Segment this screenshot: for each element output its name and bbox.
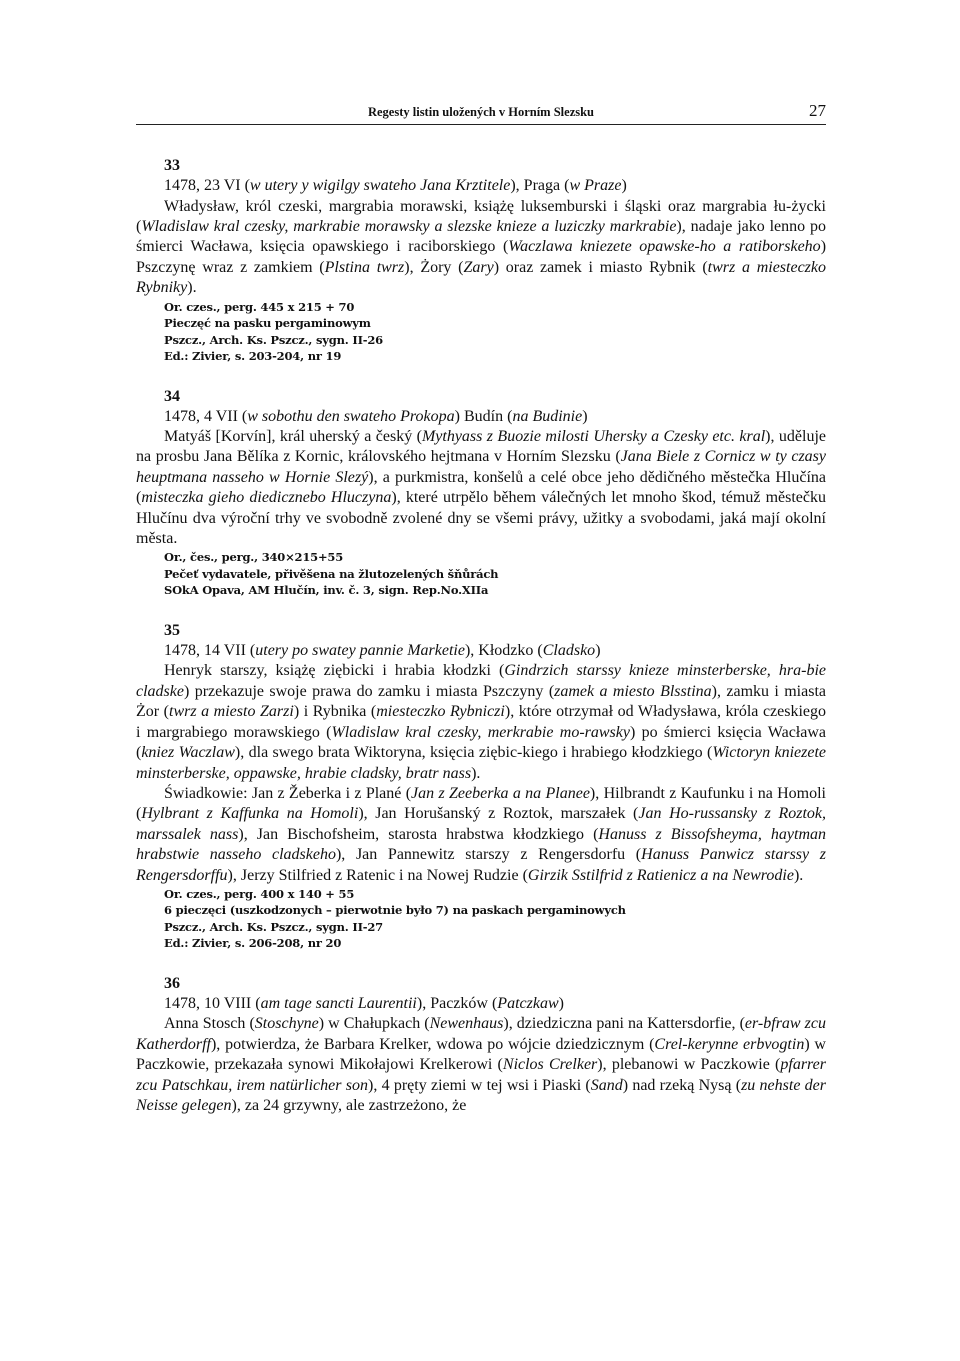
page-number: 27 [809, 101, 826, 120]
regest-entry [136, 156, 826, 365]
entry-date-line: 1478, 4 VII (w sobothu den swateho Prokopa) Budín (na Budinie) [164, 407, 588, 425]
meta-line: Pečeť vydavatele, přivěšena na žlutozelených šňůrách [164, 566, 499, 581]
entry-body-witnesses: Świadkowie: Jan z Žeberka i z Plané (Jan z Zeeberka a na Planee), Hilbrandt z Kaufunku i na Homoli (Hylbrant z Kaffunka na Homoli), Jan Horušanský z Roztok, marszałek (Jan Ho-russansky z Roztok, marssalek nass), Jan Bischofsheim, starosta hrabstwa kłodzkiego (Hanuss z Bissofsheyma, haytman hrabstwie nasseho cladskeho), Jan Pannewitz starszy z Rengersdorfu (Hanuss Panwicz starssy z Rengersdorffu), Jerzy Stilfried z Ratenic i na Nowej Rudzie (Girzik Sstilfrid z Ratienicz a na Newrodie). [136, 784, 827, 884]
meta-line: Or. czes., perg. 400 x 140 + 55 [164, 886, 355, 901]
entry-number: 33 [164, 157, 180, 174]
meta-line: Or., čes., perg., 340×215+55 [164, 550, 343, 565]
regest-entry [136, 974, 826, 1117]
entry-body: Anna Stosch (Stoschyne) w Chałupkach (Newenhaus), dziedziczna pani na Kattersdorfie, (er-bfraw zcu Katherdorff), potwierdza, że Barbara Krelker, wdowa po wójcie dziedzicznym (Crel-kerynne erbvogtin) w Paczkowie, przekazała synowi Mikołajowi Krelkerowi (Niclos Crelker), plebanowi w Paczkowie (pfarrer zcu Patschkau, irem natürlicher son), 4 pręty ziemi w tej wsi i Piaski (Sand) nad rzeką Nysą (zu nehste der Neisse gelegen), za 24 grzywny, ale zastrzeżono, że [136, 1015, 827, 1115]
entry-body: Matyáš [Korvín], král uherský a český (Mythyass z Buozie milosti Uhersky a Czesky etc. kral), uděluje na prosbu Jana Bělíka z Kornic, královského hejtmana v Horním Slezsku (Jana Biele z Cornicz w ty czasy heuptmana nasseho w Hornie Slezý), a purkmistra, konšelů a celé obce jeho dědičného městečka Hlučína (misteczka gieho diedicznebo Hluczyna), které utrpělo během válečných let mnoho škod, témuž městečku Hlučínu dva výroční trhy ve svobodně zvolené dny se všemi právy, užitky a svobodami, jaká mají okolní města. [136, 428, 827, 548]
meta-line: Pszcz., Arch. Ks. Pszcz., sygn. II-26 [164, 332, 383, 347]
entry-body: Henryk starszy, książę ziębicki i hrabia kłodzki (Gindrzich starssy knieze minsterberske, hra-bie cladske) przekazuje swoje prawa do zamku i miasta Pszczyny (zamek a miesto Blsstina), zamku i miasta Żor (twrz a miesto Zarzi) i Rybnika (miesteczko Rybniczi), które otrzymał od Władysława, króla czeskiego i margrabiego morawskiego (Wladislaw kral czesky, merkrabie mo-rawsky) po śmierci księcia Wacława (kniez Waczlaw), dla swego brata Wiktoryna, księcia ziębic-kiego i hrabiego kłodzkiego (Wictoryn kniezete minsterberske, oppawske, hrabie cladsky, bratr nass). [136, 662, 827, 782]
entry-date-line: 1478, 10 VIII (am tage sancti Laurentii), Paczków (Patczkaw) [164, 994, 564, 1012]
entry-meta [164, 549, 826, 599]
entry-meta [164, 299, 826, 365]
entry-number: 34 [164, 387, 180, 405]
meta-line: Pszcz., Arch. Ks. Pszcz., sygn. II-27 [164, 919, 383, 934]
entry-number: 36 [164, 974, 180, 992]
meta-line: SOkA Opava, AM Hlučín, inv. č. 3, sign. Rep.No.XIIa [164, 583, 489, 598]
entry-date-line: 1478, 14 VII (utery po swatey pannie Marketie), Kłodzko (Cladsko) [164, 641, 601, 659]
entry-number: 35 [164, 621, 180, 639]
meta-line: Pieczęć na pasku pergaminowym [164, 316, 371, 331]
meta-line: Or. czes., perg. 445 x 215 + 70 [164, 299, 355, 314]
entry-date-line: 1478, 23 VI (w utery y wigilgy swateho Jana Krztitele), Praga (w Praze) [164, 177, 627, 194]
entry-body: Władysław, król czeski, margrabia morawski, książę luksemburski i śląski oraz margrabia łu-życki (Wladislaw kral czesky, markrabie morawsky a slezske knieze a luziczky markrabie), nadaje jako lenno po śmierci Wacława, księcia opawskiego i raciborskiego (Waczlawa kniezete opawske-ho a ratiborskeho) Pszczynę wraz z zamkiem (Plstina twrz), Żory (Zary) oraz zamek i miasto Rybnik (twrz a miesteczko Rybniky). [136, 197, 827, 297]
entry-meta [164, 886, 826, 952]
meta-line: Ed.: Zivier, s. 203-204, nr 19 [164, 349, 342, 364]
regest-entry [136, 387, 826, 599]
document-page [136, 98, 826, 1116]
meta-line: 6 pieczęci (uszkodzonych – pierwotnie było 7) na paskach pergaminowych [164, 903, 626, 918]
page-header [136, 98, 826, 125]
running-title: Regesty listin uložených v Horním Slezsku [367, 105, 595, 119]
meta-line: Ed.: Zivier, s. 206-208, nr 20 [164, 936, 342, 951]
regest-entry [136, 621, 826, 952]
